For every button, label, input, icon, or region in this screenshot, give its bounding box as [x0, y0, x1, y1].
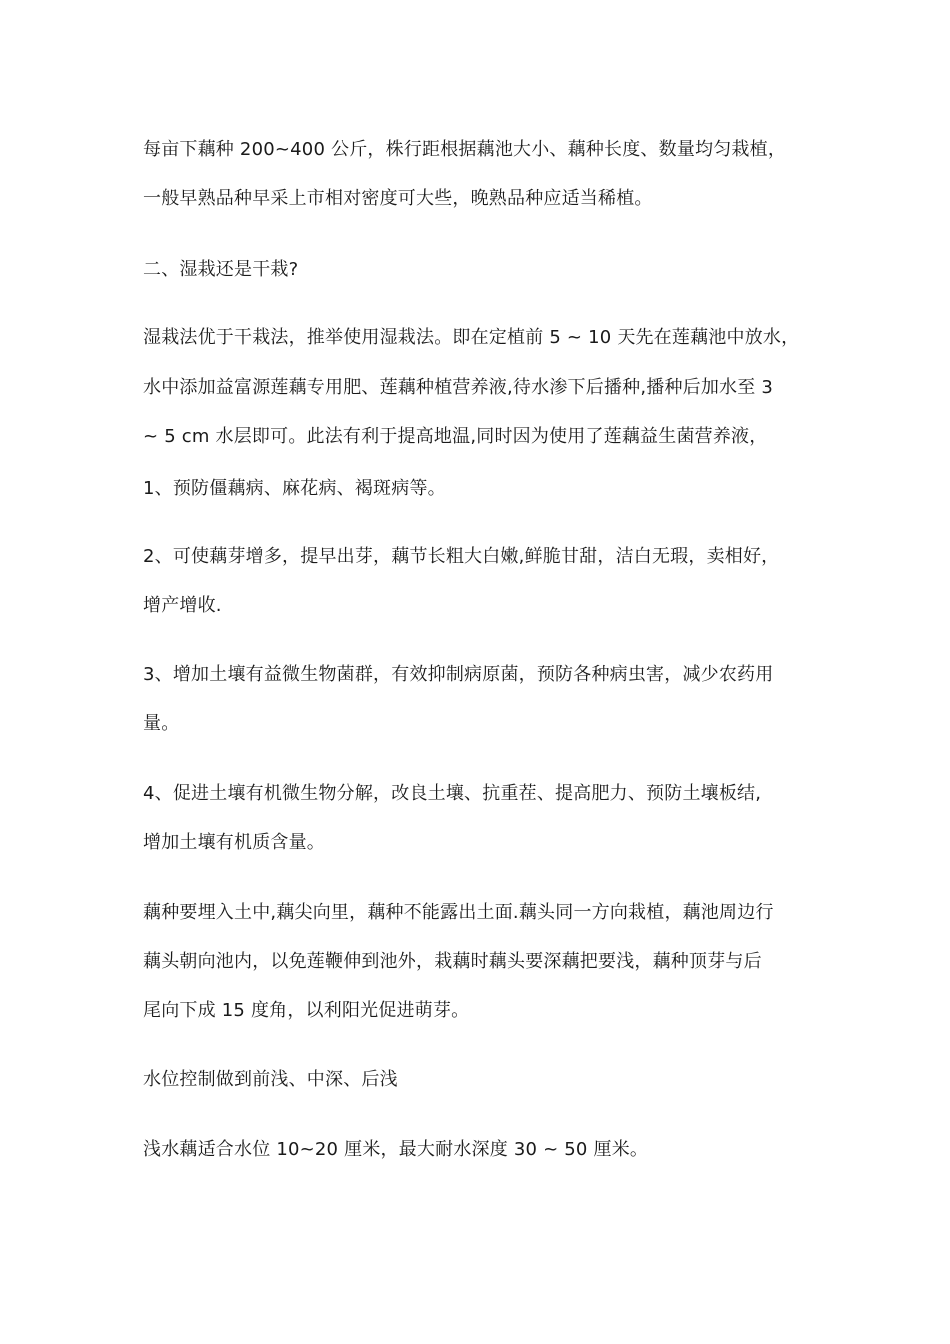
list-item: 1、预防僵藕病、麻花病、褐斑病等。 [143, 478, 446, 499]
text-line: 一般早熟品种早采上市相对密度可大些，晚熟品种应适当稀植。 [143, 188, 653, 209]
text-line: 湿栽法优于干栽法，推举使用湿栽法。即在定植前 5 ~ 10 天先在莲藕池中放水， [143, 327, 800, 348]
text-line: 尾向下成 15 度角，以利阳光促进萌芽。 [143, 1000, 470, 1021]
section-heading: 二、湿栽还是干栽? [143, 259, 299, 280]
text-line: ~ 5 cm 水层即可。此法有利于提高地温,同时因为使用了莲藕益生菌营养液， [143, 426, 768, 447]
text-line: 水位控制做到前浅、中深、后浅 [143, 1069, 398, 1090]
text-line: 增产增收. [143, 595, 222, 616]
list-item: 2、可使藕芽增多，提早出芽，藕节长粗大白嫩,鲜脆甘甜，洁白无瑕，卖相好， [143, 546, 780, 567]
text-line: 藕头朝向池内，以免莲鞭伸到池外，栽藕时藕头要深藕把要浅，藕种顶芽与后 [143, 951, 762, 972]
list-item: 3、增加土壤有益微生物菌群，有效抑制病原菌，预防各种病虫害，减少农药用 [143, 664, 774, 685]
list-item: 4、促进土壤有机微生物分解，改良土壤、抗重茬、提高肥力、预防土壤板结, [143, 783, 762, 804]
text-line: 水中添加益富源莲藕专用肥、莲藕种植营养液,待水渗下后播种,播种后加水至 3 [143, 377, 774, 398]
text-line: 每亩下藕种 200~400 公斤，株行距根据藕池大小、藕种长度、数量均匀栽植， [143, 139, 787, 160]
text-line: 增加土壤有机质含量。 [143, 832, 325, 853]
text-line: 藕种要埋入土中,藕尖向里，藕种不能露出土面.藕头同一方向栽植，藕池周边行 [143, 902, 774, 923]
text-line: 浅水藕适合水位 10~20 厘米，最大耐水深度 30 ~ 50 厘米。 [143, 1139, 649, 1160]
text-line: 量。 [143, 713, 180, 734]
